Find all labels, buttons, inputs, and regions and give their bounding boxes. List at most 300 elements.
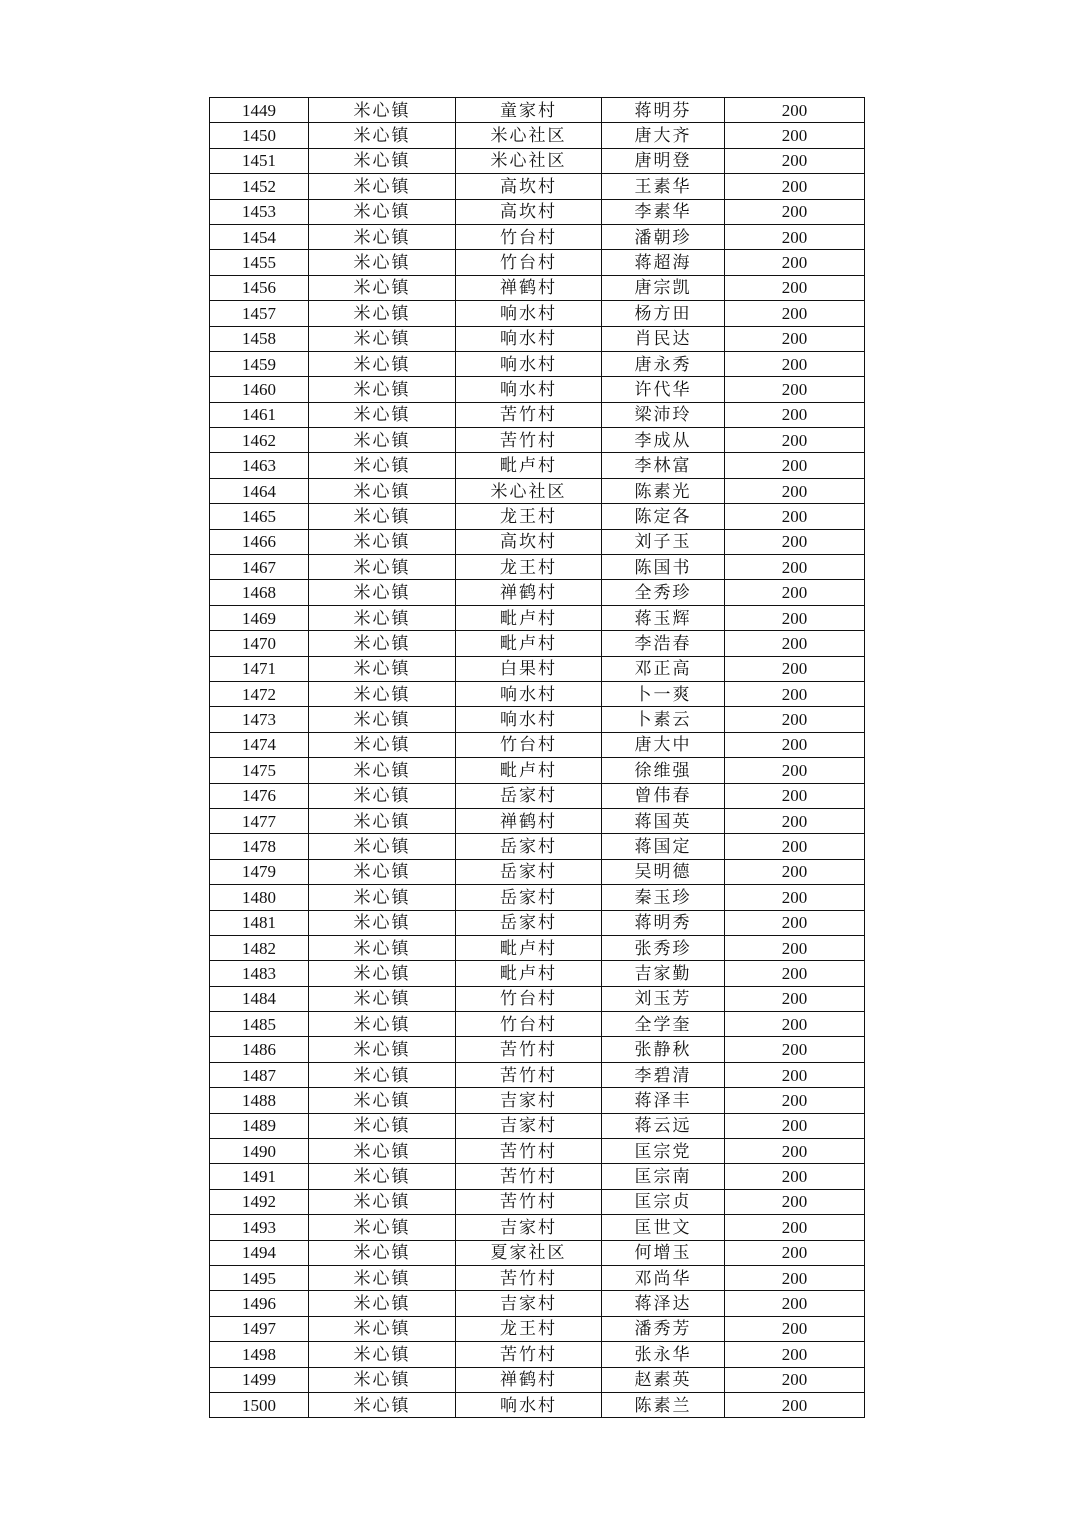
serial-number-cell: 1472 (210, 681, 309, 706)
serial-number-cell: 1468 (210, 580, 309, 605)
person-name-cell: 唐大中 (602, 732, 725, 757)
serial-number-cell: 1456 (210, 275, 309, 300)
table-row (210, 986, 865, 1011)
serial-number-cell: 1486 (210, 1037, 309, 1062)
amount-cell: 200 (725, 98, 865, 123)
amount-cell: 200 (725, 1037, 865, 1062)
table-row (210, 1012, 865, 1037)
serial-number-cell: 1483 (210, 961, 309, 986)
town-cell: 米心镇 (309, 428, 456, 453)
table-row (210, 961, 865, 986)
town-cell: 米心镇 (309, 402, 456, 427)
table-row (210, 555, 865, 580)
village-cell: 响水村 (456, 377, 602, 402)
village-cell: 毗卢村 (456, 961, 602, 986)
person-name-cell: 卜素云 (602, 707, 725, 732)
table-row (210, 758, 865, 783)
person-name-cell: 吉家勤 (602, 961, 725, 986)
amount-cell: 200 (725, 1392, 865, 1417)
town-cell: 米心镇 (309, 961, 456, 986)
amount-cell: 200 (725, 1367, 865, 1392)
person-name-cell: 曾伟春 (602, 783, 725, 808)
person-name-cell: 匡宗党 (602, 1139, 725, 1164)
town-cell: 米心镇 (309, 935, 456, 960)
village-cell: 竹台村 (456, 1012, 602, 1037)
person-name-cell: 陈素兰 (602, 1392, 725, 1417)
village-cell: 毗卢村 (456, 605, 602, 630)
table-row (210, 1113, 865, 1138)
village-cell: 苦竹村 (456, 402, 602, 427)
town-cell: 米心镇 (309, 1240, 456, 1265)
table-row (210, 707, 865, 732)
serial-number-cell: 1467 (210, 555, 309, 580)
village-cell: 吉家村 (456, 1088, 602, 1113)
table-row (210, 478, 865, 503)
town-cell: 米心镇 (309, 910, 456, 935)
amount-cell: 200 (725, 1189, 865, 1214)
village-cell: 夏家社区 (456, 1240, 602, 1265)
amount-cell: 200 (725, 1088, 865, 1113)
village-cell: 禅鹤村 (456, 1367, 602, 1392)
serial-number-cell: 1487 (210, 1062, 309, 1087)
person-name-cell: 吴明德 (602, 859, 725, 884)
amount-cell: 200 (725, 935, 865, 960)
table-row (210, 605, 865, 630)
village-cell: 苦竹村 (456, 1342, 602, 1367)
village-cell: 苦竹村 (456, 1189, 602, 1214)
person-name-cell: 蒋泽丰 (602, 1088, 725, 1113)
person-name-cell: 全秀珍 (602, 580, 725, 605)
town-cell: 米心镇 (309, 123, 456, 148)
town-cell: 米心镇 (309, 555, 456, 580)
town-cell: 米心镇 (309, 326, 456, 351)
village-cell: 毗卢村 (456, 758, 602, 783)
amount-cell: 200 (725, 453, 865, 478)
village-cell: 禅鹤村 (456, 580, 602, 605)
amount-cell: 200 (725, 758, 865, 783)
amount-cell: 200 (725, 834, 865, 859)
village-cell: 高坎村 (456, 174, 602, 199)
amount-cell: 200 (725, 428, 865, 453)
village-cell: 竹台村 (456, 224, 602, 249)
serial-number-cell: 1466 (210, 529, 309, 554)
amount-cell: 200 (725, 148, 865, 173)
person-name-cell: 刘玉芳 (602, 986, 725, 1011)
person-name-cell: 李林富 (602, 453, 725, 478)
person-name-cell: 匡世文 (602, 1215, 725, 1240)
serial-number-cell: 1497 (210, 1316, 309, 1341)
amount-cell: 200 (725, 301, 865, 326)
amount-cell: 200 (725, 605, 865, 630)
town-cell: 米心镇 (309, 377, 456, 402)
serial-number-cell: 1485 (210, 1012, 309, 1037)
serial-number-cell: 1453 (210, 199, 309, 224)
table-row (210, 1316, 865, 1341)
serial-number-cell: 1474 (210, 732, 309, 757)
town-cell: 米心镇 (309, 1139, 456, 1164)
town-cell: 米心镇 (309, 580, 456, 605)
village-cell: 竹台村 (456, 250, 602, 275)
person-name-cell: 李碧清 (602, 1062, 725, 1087)
table-row (210, 1139, 865, 1164)
table-row (210, 174, 865, 199)
table-row (210, 351, 865, 376)
amount-cell: 200 (725, 402, 865, 427)
amount-cell: 200 (725, 681, 865, 706)
amount-cell: 200 (725, 1316, 865, 1341)
town-cell: 米心镇 (309, 605, 456, 630)
village-cell: 米心社区 (456, 478, 602, 503)
town-cell: 米心镇 (309, 529, 456, 554)
person-name-cell: 蒋云远 (602, 1113, 725, 1138)
person-name-cell: 潘朝珍 (602, 224, 725, 249)
table-row (210, 326, 865, 351)
village-cell: 岳家村 (456, 859, 602, 884)
amount-cell: 200 (725, 885, 865, 910)
town-cell: 米心镇 (309, 834, 456, 859)
table-row (210, 1265, 865, 1290)
amount-cell: 200 (725, 123, 865, 148)
amount-cell: 200 (725, 529, 865, 554)
town-cell: 米心镇 (309, 707, 456, 732)
amount-cell: 200 (725, 1265, 865, 1290)
village-cell: 苦竹村 (456, 1265, 602, 1290)
serial-number-cell: 1493 (210, 1215, 309, 1240)
village-cell: 童家村 (456, 98, 602, 123)
town-cell: 米心镇 (309, 301, 456, 326)
serial-number-cell: 1471 (210, 656, 309, 681)
town-cell: 米心镇 (309, 1291, 456, 1316)
town-cell: 米心镇 (309, 1189, 456, 1214)
amount-cell: 200 (725, 783, 865, 808)
amount-cell: 200 (725, 326, 865, 351)
amount-cell: 200 (725, 199, 865, 224)
town-cell: 米心镇 (309, 504, 456, 529)
person-name-cell: 蒋明芬 (602, 98, 725, 123)
table-row (210, 98, 865, 123)
town-cell: 米心镇 (309, 986, 456, 1011)
amount-cell: 200 (725, 275, 865, 300)
town-cell: 米心镇 (309, 1342, 456, 1367)
serial-number-cell: 1464 (210, 478, 309, 503)
town-cell: 米心镇 (309, 1062, 456, 1087)
amount-cell: 200 (725, 250, 865, 275)
village-cell: 响水村 (456, 707, 602, 732)
serial-number-cell: 1479 (210, 859, 309, 884)
serial-number-cell: 1495 (210, 1265, 309, 1290)
amount-cell: 200 (725, 580, 865, 605)
amount-cell: 200 (725, 1215, 865, 1240)
table-row (210, 1215, 865, 1240)
town-cell: 米心镇 (309, 783, 456, 808)
person-name-cell: 许代华 (602, 377, 725, 402)
village-cell: 岳家村 (456, 834, 602, 859)
village-cell: 竹台村 (456, 986, 602, 1011)
table-row (210, 1189, 865, 1214)
person-name-cell: 蒋国英 (602, 808, 725, 833)
village-cell: 苦竹村 (456, 1164, 602, 1189)
village-cell: 岳家村 (456, 783, 602, 808)
serial-number-cell: 1484 (210, 986, 309, 1011)
serial-number-cell: 1480 (210, 885, 309, 910)
town-cell: 米心镇 (309, 1392, 456, 1417)
person-name-cell: 张永华 (602, 1342, 725, 1367)
serial-number-cell: 1491 (210, 1164, 309, 1189)
person-name-cell: 全学奎 (602, 1012, 725, 1037)
table-row (210, 1164, 865, 1189)
amount-cell: 200 (725, 1113, 865, 1138)
town-cell: 米心镇 (309, 148, 456, 173)
table-row (210, 1392, 865, 1417)
person-name-cell: 邓尚华 (602, 1265, 725, 1290)
table-row (210, 428, 865, 453)
person-name-cell: 蒋明秀 (602, 910, 725, 935)
person-name-cell: 唐永秀 (602, 351, 725, 376)
amount-cell: 200 (725, 1164, 865, 1189)
person-name-cell: 陈素光 (602, 478, 725, 503)
person-name-cell: 李素华 (602, 199, 725, 224)
table-row (210, 834, 865, 859)
village-cell: 吉家村 (456, 1113, 602, 1138)
serial-number-cell: 1461 (210, 402, 309, 427)
person-name-cell: 潘秀芳 (602, 1316, 725, 1341)
serial-number-cell: 1498 (210, 1342, 309, 1367)
table-row (210, 1088, 865, 1113)
person-name-cell: 王素华 (602, 174, 725, 199)
table-row (210, 1037, 865, 1062)
serial-number-cell: 1469 (210, 605, 309, 630)
village-cell: 竹台村 (456, 732, 602, 757)
serial-number-cell: 1455 (210, 250, 309, 275)
table-row (210, 859, 865, 884)
recipient-table-body (210, 98, 865, 1418)
town-cell: 米心镇 (309, 453, 456, 478)
town-cell: 米心镇 (309, 859, 456, 884)
serial-number-cell: 1481 (210, 910, 309, 935)
amount-cell: 200 (725, 732, 865, 757)
serial-number-cell: 1478 (210, 834, 309, 859)
amount-cell: 200 (725, 1240, 865, 1265)
serial-number-cell: 1499 (210, 1367, 309, 1392)
village-cell: 吉家村 (456, 1215, 602, 1240)
serial-number-cell: 1458 (210, 326, 309, 351)
serial-number-cell: 1496 (210, 1291, 309, 1316)
town-cell: 米心镇 (309, 681, 456, 706)
serial-number-cell: 1452 (210, 174, 309, 199)
person-name-cell: 李成从 (602, 428, 725, 453)
table-row (210, 275, 865, 300)
recipient-table (209, 97, 865, 1418)
town-cell: 米心镇 (309, 1113, 456, 1138)
town-cell: 米心镇 (309, 732, 456, 757)
person-name-cell: 徐维强 (602, 758, 725, 783)
amount-cell: 200 (725, 1342, 865, 1367)
town-cell: 米心镇 (309, 199, 456, 224)
table-row (210, 681, 865, 706)
table-row (210, 1342, 865, 1367)
amount-cell: 200 (725, 1139, 865, 1164)
town-cell: 米心镇 (309, 885, 456, 910)
serial-number-cell: 1465 (210, 504, 309, 529)
person-name-cell: 刘子玉 (602, 529, 725, 554)
village-cell: 苦竹村 (456, 1037, 602, 1062)
serial-number-cell: 1475 (210, 758, 309, 783)
amount-cell: 200 (725, 1012, 865, 1037)
table-row (210, 224, 865, 249)
amount-cell: 200 (725, 478, 865, 503)
person-name-cell: 蒋超海 (602, 250, 725, 275)
village-cell: 岳家村 (456, 885, 602, 910)
village-cell: 龙王村 (456, 555, 602, 580)
person-name-cell: 赵素英 (602, 1367, 725, 1392)
serial-number-cell: 1451 (210, 148, 309, 173)
person-name-cell: 蒋玉辉 (602, 605, 725, 630)
town-cell: 米心镇 (309, 808, 456, 833)
person-name-cell: 秦玉珍 (602, 885, 725, 910)
serial-number-cell: 1490 (210, 1139, 309, 1164)
town-cell: 米心镇 (309, 1265, 456, 1290)
amount-cell: 200 (725, 986, 865, 1011)
town-cell: 米心镇 (309, 351, 456, 376)
table-row (210, 580, 865, 605)
table-row (210, 910, 865, 935)
amount-cell: 200 (725, 910, 865, 935)
town-cell: 米心镇 (309, 656, 456, 681)
amount-cell: 200 (725, 656, 865, 681)
serial-number-cell: 1454 (210, 224, 309, 249)
town-cell: 米心镇 (309, 98, 456, 123)
village-cell: 高坎村 (456, 529, 602, 554)
person-name-cell: 唐明登 (602, 148, 725, 173)
serial-number-cell: 1492 (210, 1189, 309, 1214)
village-cell: 禅鹤村 (456, 808, 602, 833)
person-name-cell: 邓正高 (602, 656, 725, 681)
town-cell: 米心镇 (309, 1367, 456, 1392)
amount-cell: 200 (725, 377, 865, 402)
serial-number-cell: 1459 (210, 351, 309, 376)
town-cell: 米心镇 (309, 1316, 456, 1341)
village-cell: 响水村 (456, 681, 602, 706)
person-name-cell: 唐大齐 (602, 123, 725, 148)
table-row (210, 377, 865, 402)
person-name-cell: 匡宗贞 (602, 1189, 725, 1214)
village-cell: 响水村 (456, 326, 602, 351)
table-row (210, 199, 865, 224)
table-row (210, 808, 865, 833)
village-cell: 岳家村 (456, 910, 602, 935)
amount-cell: 200 (725, 1062, 865, 1087)
town-cell: 米心镇 (309, 1215, 456, 1240)
serial-number-cell: 1500 (210, 1392, 309, 1417)
serial-number-cell: 1460 (210, 377, 309, 402)
serial-number-cell: 1470 (210, 631, 309, 656)
village-cell: 响水村 (456, 351, 602, 376)
town-cell: 米心镇 (309, 478, 456, 503)
table-row (210, 402, 865, 427)
amount-cell: 200 (725, 808, 865, 833)
person-name-cell: 卜一爽 (602, 681, 725, 706)
serial-number-cell: 1449 (210, 98, 309, 123)
table-row (210, 504, 865, 529)
town-cell: 米心镇 (309, 275, 456, 300)
town-cell: 米心镇 (309, 1012, 456, 1037)
village-cell: 毗卢村 (456, 453, 602, 478)
table-row (210, 656, 865, 681)
person-name-cell: 杨方田 (602, 301, 725, 326)
amount-cell: 200 (725, 859, 865, 884)
amount-cell: 200 (725, 1291, 865, 1316)
amount-cell: 200 (725, 961, 865, 986)
village-cell: 响水村 (456, 301, 602, 326)
serial-number-cell: 1457 (210, 301, 309, 326)
village-cell: 响水村 (456, 1392, 602, 1417)
person-name-cell: 梁沛玲 (602, 402, 725, 427)
table-row (210, 529, 865, 554)
serial-number-cell: 1476 (210, 783, 309, 808)
serial-number-cell: 1489 (210, 1113, 309, 1138)
village-cell: 白果村 (456, 656, 602, 681)
table-row (210, 148, 865, 173)
person-name-cell: 张静秋 (602, 1037, 725, 1062)
village-cell: 龙王村 (456, 1316, 602, 1341)
person-name-cell: 蒋泽达 (602, 1291, 725, 1316)
table-row (210, 123, 865, 148)
village-cell: 米心社区 (456, 148, 602, 173)
serial-number-cell: 1488 (210, 1088, 309, 1113)
table-row (210, 1062, 865, 1087)
town-cell: 米心镇 (309, 224, 456, 249)
table-row (210, 1240, 865, 1265)
table-row (210, 885, 865, 910)
person-name-cell: 肖民达 (602, 326, 725, 351)
village-cell: 高坎村 (456, 199, 602, 224)
amount-cell: 200 (725, 224, 865, 249)
serial-number-cell: 1494 (210, 1240, 309, 1265)
table-row (210, 250, 865, 275)
person-name-cell: 李浩春 (602, 631, 725, 656)
village-cell: 吉家村 (456, 1291, 602, 1316)
serial-number-cell: 1482 (210, 935, 309, 960)
table-row (210, 783, 865, 808)
person-name-cell: 何增玉 (602, 1240, 725, 1265)
serial-number-cell: 1462 (210, 428, 309, 453)
town-cell: 米心镇 (309, 1037, 456, 1062)
town-cell: 米心镇 (309, 1088, 456, 1113)
amount-cell: 200 (725, 707, 865, 732)
person-name-cell: 唐宗凯 (602, 275, 725, 300)
person-name-cell: 陈国书 (602, 555, 725, 580)
town-cell: 米心镇 (309, 631, 456, 656)
amount-cell: 200 (725, 504, 865, 529)
table-row (210, 935, 865, 960)
town-cell: 米心镇 (309, 250, 456, 275)
village-cell: 毗卢村 (456, 631, 602, 656)
village-cell: 龙王村 (456, 504, 602, 529)
amount-cell: 200 (725, 555, 865, 580)
village-cell: 苦竹村 (456, 1062, 602, 1087)
town-cell: 米心镇 (309, 174, 456, 199)
serial-number-cell: 1463 (210, 453, 309, 478)
table-row (210, 1291, 865, 1316)
village-cell: 禅鹤村 (456, 275, 602, 300)
table-row (210, 631, 865, 656)
person-name-cell: 张秀珍 (602, 935, 725, 960)
town-cell: 米心镇 (309, 1164, 456, 1189)
village-cell: 毗卢村 (456, 935, 602, 960)
serial-number-cell: 1450 (210, 123, 309, 148)
table-row (210, 301, 865, 326)
town-cell: 米心镇 (309, 758, 456, 783)
